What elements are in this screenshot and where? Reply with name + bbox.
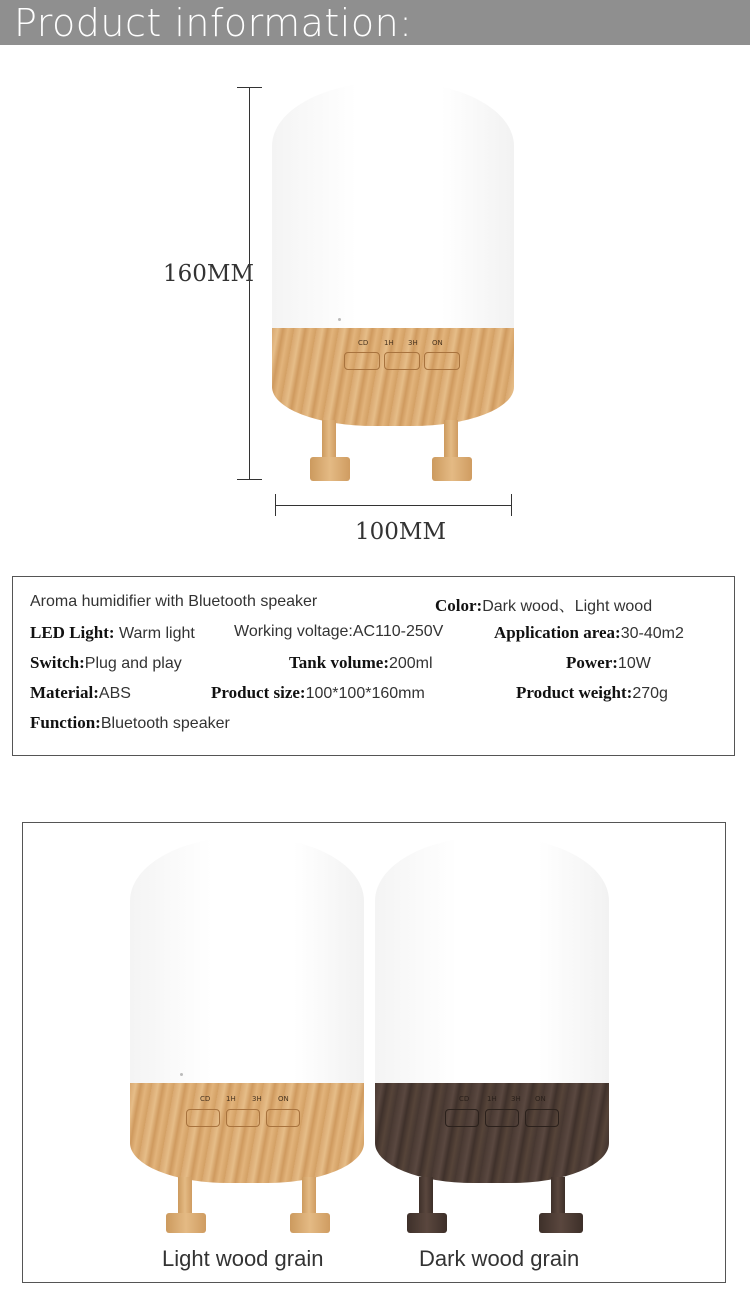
power-button (266, 1109, 300, 1127)
variants-box (22, 822, 726, 1283)
timer-button (445, 1109, 479, 1127)
power-button (424, 352, 460, 370)
button-label-1h: 1H (487, 1095, 497, 1103)
product-image-light-wood (130, 837, 364, 1233)
spec-voltage: Working voltage:AC110-250V (234, 623, 444, 640)
right-leg (444, 420, 458, 462)
mode-button (226, 1109, 260, 1127)
height-dimension-cap-bottom (237, 479, 262, 480)
header-bar (0, 0, 750, 45)
width-label: 100MM (355, 519, 447, 545)
product-image-dark-wood (375, 837, 609, 1233)
indicator-dot (180, 1073, 183, 1076)
mode-button (485, 1109, 519, 1127)
button-label-cd: CD (358, 339, 369, 347)
button-label-cd: CD (200, 1095, 211, 1103)
spec-material: Material:ABS (30, 683, 131, 702)
button-label-on: ON (278, 1095, 289, 1103)
button-label-1h: 1H (384, 339, 394, 347)
right-foot (290, 1213, 330, 1233)
spec-power: Power:10W (566, 653, 651, 672)
spec-color: Color:Dark wood、Light wood (435, 596, 653, 615)
spec-size: Product size:100*100*160mm (211, 683, 425, 702)
variant-caption-dark: Dark wood grain (419, 1246, 580, 1271)
width-dimension-cap-left (275, 494, 276, 516)
page-title: Product information: (14, 1, 413, 45)
lamp-shade (130, 837, 364, 1083)
left-leg (322, 420, 336, 462)
spec-description: Aroma humidifier with Bluetooth speaker (30, 593, 318, 610)
spec-function: Function:Bluetooth speaker (30, 713, 230, 732)
spec-weight: Product weight:270g (516, 683, 668, 702)
button-label-on: ON (535, 1095, 546, 1103)
button-label-3h: 3H (511, 1095, 521, 1103)
width-dimension-line (275, 505, 511, 506)
button-label-3h: 3H (408, 339, 418, 347)
variant-caption-light: Light wood grain (162, 1246, 324, 1271)
button-label-1h: 1H (226, 1095, 236, 1103)
height-dimension-cap-top (237, 87, 262, 88)
left-foot (310, 457, 350, 481)
power-button (525, 1109, 559, 1127)
spec-switch: Switch:Plug and play (30, 653, 182, 672)
lamp-shade (375, 837, 609, 1083)
button-label-3h: 3H (252, 1095, 262, 1103)
right-foot (432, 457, 472, 481)
wood-base (130, 1083, 364, 1183)
wood-base (375, 1083, 609, 1183)
indicator-dot (338, 318, 341, 321)
wood-base (272, 328, 514, 426)
button-label-cd: CD (459, 1095, 470, 1103)
left-foot (407, 1213, 447, 1233)
mode-button (384, 352, 420, 370)
spec-tank: Tank volume:200ml (289, 653, 433, 672)
left-foot (166, 1213, 206, 1233)
timer-button (344, 352, 380, 370)
spec-led: LED Light: Warm light (30, 623, 195, 642)
product-image-main (272, 82, 514, 482)
button-label-on: ON (432, 339, 443, 347)
specifications-box (12, 576, 735, 756)
height-label: 160MM (163, 261, 255, 287)
width-dimension-cap-right (511, 494, 512, 516)
timer-button (186, 1109, 220, 1127)
right-foot (539, 1213, 583, 1233)
lamp-shade (272, 82, 514, 328)
spec-area: Application area:30-40m2 (494, 623, 684, 642)
